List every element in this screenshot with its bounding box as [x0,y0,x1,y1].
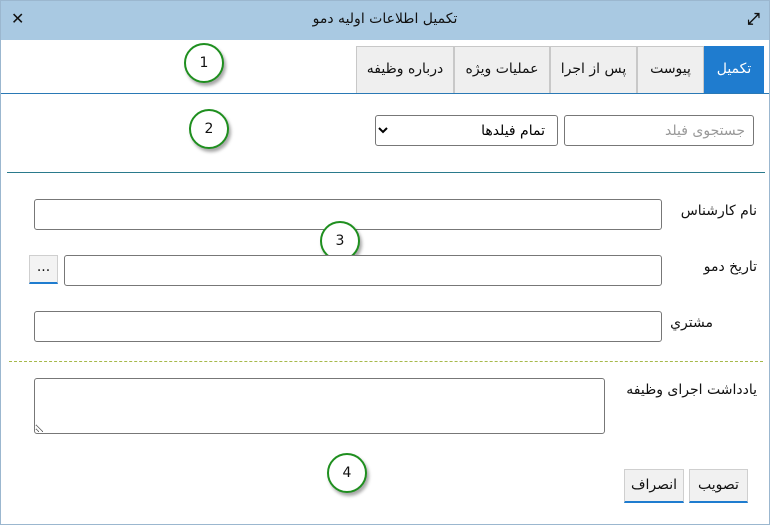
date-picker-button[interactable]: ... [29,255,58,284]
tab-attachment[interactable]: پیوست [637,46,704,93]
customer-label: مشتري [670,315,713,331]
title-bar[interactable] [1,1,769,40]
tab-special-operations[interactable]: عملیات ویژه [454,46,550,93]
tab-after-execution[interactable]: پس از اجرا [550,46,637,93]
section-divider-dashed [9,361,763,362]
marker-2: 2 [189,109,229,149]
search-input[interactable] [564,115,754,146]
marker-4: 4 [327,453,367,493]
maximize-icon[interactable]: ⤢ [747,9,760,28]
demo-date-input[interactable] [64,255,662,286]
window-title: تکمیل اطلاعات اولیه دمو [312,11,458,27]
tab-about-task[interactable]: درباره وظیفه [356,46,454,93]
expert-name-label: نام کارشناس [680,203,757,219]
section-divider [7,172,765,173]
close-icon[interactable]: ✕ [11,9,25,28]
task-note-label: یادداشت اجرای وظیفه [626,382,757,398]
task-note-textarea[interactable] [34,378,605,434]
approve-button[interactable]: تصویب [689,469,748,503]
customer-input[interactable] [34,311,662,342]
tab-bar [1,46,769,94]
demo-date-label: تاریخ دمو [703,259,757,275]
cancel-button[interactable]: انصراف [624,469,684,503]
tab-complete[interactable]: تکمیل [704,46,764,93]
marker-1: 1 [184,43,224,83]
marker-3: 3 [320,221,360,261]
field-filter-select[interactable] [375,115,558,146]
